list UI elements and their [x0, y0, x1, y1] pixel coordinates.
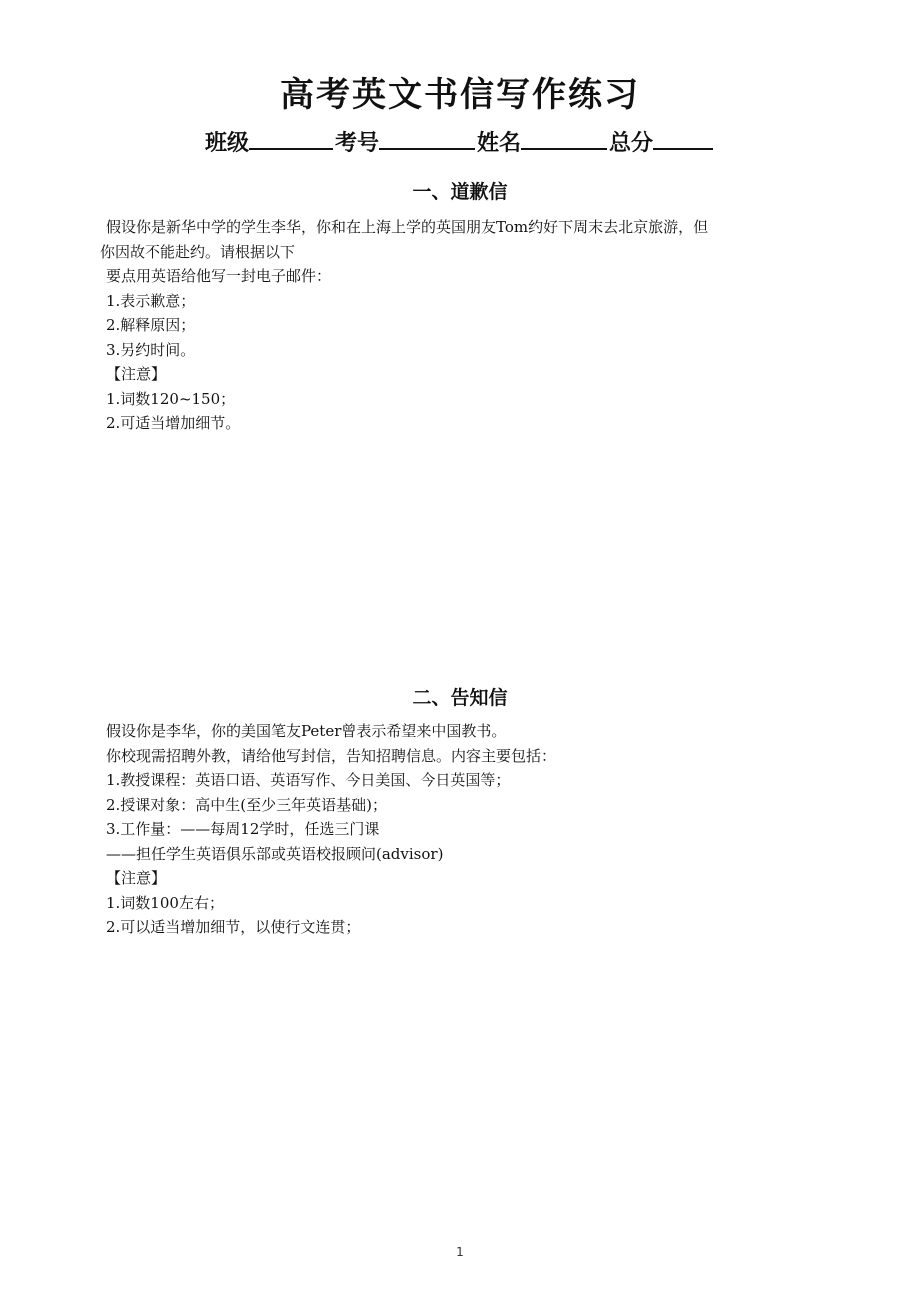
- section2-note-heading: 【注意】: [106, 869, 167, 887]
- total-score-blank[interactable]: [653, 126, 713, 150]
- section1-point: 3.另约时间。: [106, 340, 196, 359]
- section2-point: 1.教授课程：英语口语、英语写作、今日美国、今日英国等；: [106, 771, 511, 789]
- section1-prompt-line1: 假设你是新华中学的学生李华，你和在上海上学的英国朋友Tom约好下周末去北京旅游，但: [106, 218, 709, 236]
- total-score-label: 总分: [609, 131, 654, 156]
- section2-point: 3.工作量：——每周12学时，任选三门课: [106, 820, 380, 838]
- section1-note: 2.可适当增加细节。: [106, 414, 241, 432]
- section1-point: 1.表示歉意；: [106, 291, 196, 310]
- section2-note: 1.词数100左右；: [106, 893, 224, 912]
- section1-note-heading: 【注意】: [106, 365, 167, 383]
- class-label: 班级: [204, 131, 249, 156]
- section2-prompt-line2: 你校现需招聘外教，请给他写封信，告知招聘信息。内容主要包括：: [106, 746, 557, 765]
- section2-point: 2.授课对象：高中生(至少三年英语基础)；: [106, 795, 388, 814]
- name-label: 姓名: [477, 131, 522, 156]
- section2-point: ——担任学生英语俱乐部或英语校报顾问(advisor): [106, 844, 444, 863]
- student-info-fields: [0, 126, 920, 161]
- section1-prompt-line2: 你因故不能赴约。请根据以下: [100, 242, 296, 261]
- document-title: 高考英文书信写作练习: [280, 75, 640, 115]
- page-number: 1: [456, 1245, 464, 1259]
- section2-prompt-line1: 假设你是李华，你的美国笔友Peter曾表示希望来中国教书。: [106, 722, 507, 740]
- section1-prompt-line3: 要点用英语给他写一封电子邮件：: [106, 267, 332, 285]
- section1-heading: 一、道歉信: [412, 181, 508, 203]
- section1-note: 1.词数120~150；: [106, 389, 236, 408]
- section2-note: 2.可以适当增加细节，以使行文连贯；: [106, 918, 361, 936]
- exam-number-blank[interactable]: [379, 126, 475, 150]
- class-blank[interactable]: [249, 126, 333, 150]
- name-blank[interactable]: [521, 126, 607, 150]
- section2-body: [106, 719, 856, 940]
- exam-number-label: 考号: [334, 131, 379, 156]
- section2-heading: 二、告知信: [412, 687, 508, 709]
- section1-body: [100, 215, 856, 436]
- section1-point: 2.解释原因；: [106, 316, 196, 334]
